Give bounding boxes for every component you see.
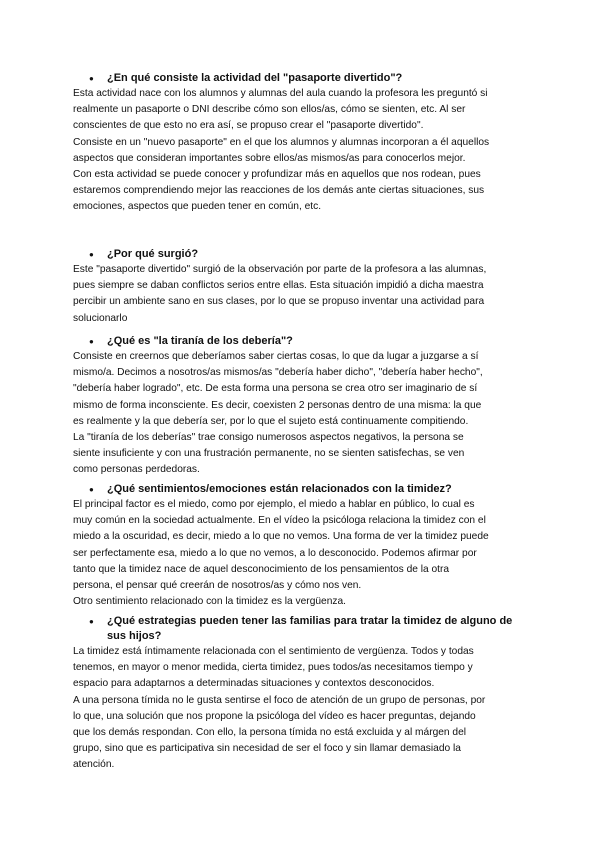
section-heading: ● ¿Por qué surgió? [89, 248, 199, 260]
bullet-icon: ● [89, 337, 94, 346]
bullet-icon: ● [89, 74, 94, 83]
section-body: Consiste en creernos que deberíamos saber ciertas cosas, lo que da lugar a juzgarse a sí mismo/a. Decimos a nosotros/as mismos/as "debería haber dicho", "debería haber hecho", "debería haber logrado", etc. De esta forma una persona se crea otro ser imaginario de sí mismo de forma inconsciente. Es decir, coexisten 2 personas dentro de una misma: la que es realmente y la que debería ser, por lo que el sujeto está continuamente compitiendo. La "tiranía de los deberías" trae consigo numerosos aspectos negativos, la persona se siente insuficiente y con una frustración permanente, no se sienten satisfechas, se ven como personas perdedoras. [73, 351, 483, 476]
section-tirania [73, 334, 529, 479]
section-estrategias [73, 614, 529, 774]
bullet-icon: ● [89, 617, 94, 626]
section-heading: ● ¿Qué sentimientos/emociones están relacionados con la timidez? [89, 483, 452, 495]
section-pasaporte [73, 71, 529, 216]
section-por-que-surgio [73, 247, 529, 327]
bullet-icon: ● [89, 485, 94, 494]
section-heading: ● ¿Qué estrategias pueden tener las familias para tratar la timidez de alguno de sus hijos? [89, 615, 513, 642]
section-body: Este "pasaporte divertido" surgió de la observación por parte de la profesora a las alumnas, pues siempre se daban conflictos serios entre ellas. Esta situación impidió a dicha maestra percibir un ambiente sano en sus clases, por lo que se propuso inventar una actividad para solucionarlo [73, 264, 487, 324]
section-heading: ● ¿Qué es "la tiranía de los debería"? [89, 335, 293, 347]
section-body: La timidez está íntimamente relacionada con el sentimiento de vergüenza. Todos y todas tenemos, en mayor o menor medida, cierta timidez, pues todos/as necesitamos tiempo y espacio para adaptarnos a determinadas situaciones y contextos desconocidos. A una persona tímida no le gusta sentirse el foco de atención de un grupo de personas, por lo que, una solución que nos propone la psicóloga del vídeo es hacer preguntas, dejando que los demás respondan. Con ello, la persona tímida no está excluida y al márgen del grupo, sino que es participativa sin necesidad de ser el foco y sin llamar demasiado la atención. [73, 646, 486, 771]
bullet-icon: ● [89, 250, 94, 259]
section-body: El principal factor es el miedo, como por ejemplo, el miedo a hablar en público, lo cual es muy común en la sociedad actualmente. En el vídeo la psicóloga relaciona la timidez con el miedo a la oscuridad, es decir, miedo a lo que no vemos. Una forma de ver la timidez puede ser perfectamente esa, miedo a lo que no vemos, a lo desconocido. Podemos afirmar por tanto que la timidez nace de aquel desconocimiento de los pensamientos de la otra persona, el pensar qué creerán de nosotros/as y cómo nos ven. Otro sentimiento relacionado con la timidez es la vergüenza. [73, 499, 489, 608]
section-sentimientos [73, 482, 529, 610]
section-heading: ● ¿En qué consiste la actividad del "pasaporte divertido"? [89, 72, 403, 84]
section-body: Esta actividad nace con los alumnos y alumnas del aula cuando la profesora les preguntó si realmente un pasaporte o DNI describe cómo son ellos/as, cómo se sienten, etc. Al ser conscientes de que esto no era así, se propuso crear el "pasaporte divertido". Consiste en un "nuevo pasaporte" en el que los alumnos y alumnas incorporan a él aquellos aspectos que consideran importantes sobre ellos/as mismos/as para conocerlos mejor. Con esta actividad se puede conocer y profundizar más en aquellos que nos rodean, pues estaremos comprendiendo mejor las reacciones de los demás ante ciertas situaciones, sus emociones, aspectos que pueden tener en común, etc. [73, 88, 490, 213]
